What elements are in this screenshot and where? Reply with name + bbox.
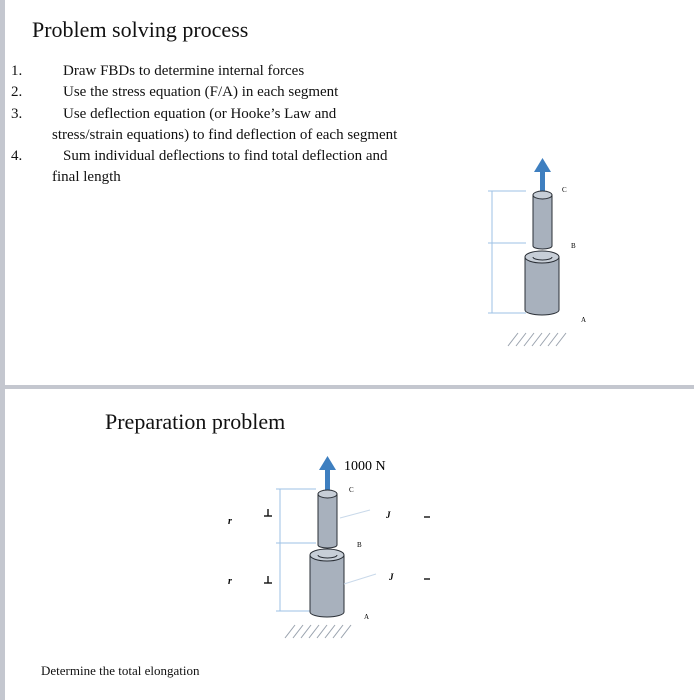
step-text-continuation: stress/strain equations) to find deflection of each segment (52, 126, 398, 143)
task-instruction: Determine the total elongation (41, 663, 200, 678)
force-label: 1000 N (344, 459, 386, 474)
label-a: A (364, 613, 370, 621)
side-marks (264, 509, 430, 583)
stepped-bar-figure-1 (470, 150, 630, 360)
step-number: 4. (11, 148, 23, 165)
label-c: C (349, 486, 354, 494)
step-1 (0, 61, 470, 82)
label-a: A (581, 316, 587, 324)
step-number: 3. (11, 105, 23, 122)
step-text: Use the stress equation (F/A) in each segment (63, 84, 339, 101)
label-c: C (562, 186, 567, 194)
mark-right-bottom: J (389, 572, 394, 582)
force-arrow-icon (534, 158, 551, 191)
mark-right-top: J (386, 510, 391, 520)
ground-hatch (285, 625, 351, 638)
lower-cylinder (525, 251, 559, 315)
section-divider (5, 385, 694, 389)
mark-left-top: r (228, 516, 232, 527)
step-4 (0, 146, 470, 189)
ground-hatch (508, 333, 566, 346)
force-arrow-icon (319, 456, 336, 490)
lower-cylinder (310, 549, 344, 617)
stepped-bar-figure-2 (220, 448, 450, 648)
section-title-problem-solving: Problem solving process (32, 17, 249, 42)
step-text: Use deflection equation (or Hooke’s Law and (63, 105, 337, 122)
dimension-lines (488, 191, 526, 313)
step-text-continuation: final length (52, 169, 121, 186)
step-number: 2. (11, 84, 23, 101)
step-text: Draw FBDs to determine internal forces (63, 63, 305, 79)
mark-left-bottom: r (228, 576, 232, 587)
step-3 (0, 104, 470, 147)
step-number: 1. (11, 63, 23, 79)
label-b: B (571, 242, 576, 250)
step-text: Sum individual deflections to find total deflection and (63, 148, 388, 165)
upper-cylinder (533, 191, 552, 249)
step-2 (0, 82, 470, 103)
steps-list (0, 61, 470, 189)
section-title-preparation: Preparation problem (105, 409, 286, 434)
label-b: B (357, 541, 362, 549)
upper-cylinder (318, 490, 337, 548)
